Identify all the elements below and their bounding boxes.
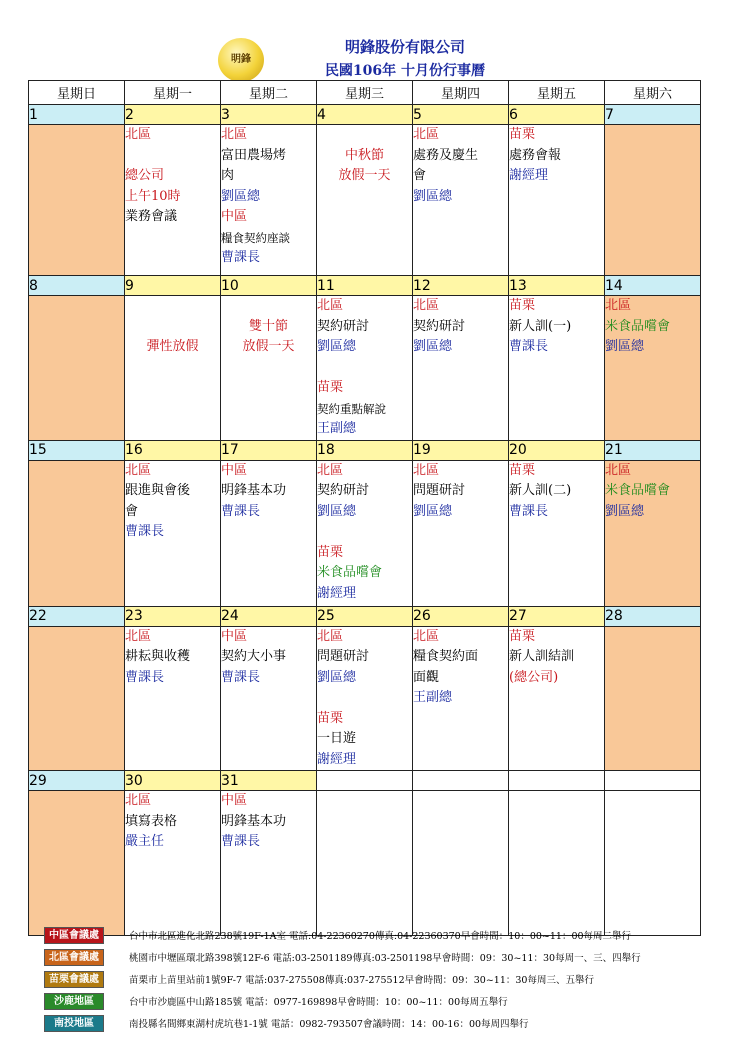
date-number: 22 [29, 606, 125, 626]
office-details: 苗栗市上苗里站前1號9F-7 電話:037-275508傳真:037-275512早會時間：09：30~11：30每周三、五舉行 [129, 975, 594, 986]
weekday-header-row [29, 81, 701, 105]
event-line: 中秋節 [344, 147, 384, 163]
date-number: 23 [125, 606, 221, 626]
event-line: 北區 [125, 462, 152, 478]
date-number: 12 [413, 276, 509, 296]
date-number: 27 [509, 606, 605, 626]
office-info-footer [44, 925, 724, 1035]
event-line: 問題研討 [317, 649, 370, 664]
date-number: 30 [125, 771, 221, 791]
day-cell [125, 460, 221, 606]
date-number: 14 [605, 276, 701, 296]
event-line: 北區 [413, 127, 440, 142]
events-row [29, 626, 701, 771]
event-line: 契約研討 [413, 318, 466, 334]
calendar-title: 民國106年 十月份行事曆 [324, 63, 486, 79]
events-row [29, 791, 701, 936]
day-cell [221, 626, 317, 771]
date-number: 5 [413, 105, 509, 125]
event-line: 曹課長 [221, 834, 261, 849]
event-line: 北區 [317, 628, 344, 644]
event-line: 一日遊 [317, 731, 357, 746]
calendar-header [0, 30, 750, 84]
event-line: 會 [413, 168, 427, 183]
event-line: 北區 [605, 462, 632, 478]
office-badge: 中區會議處 [44, 927, 104, 944]
day-cell [221, 791, 317, 936]
event-line: 糧食契約座談 [221, 230, 290, 245]
day-cell [221, 125, 317, 276]
date-number: 15 [29, 440, 125, 460]
event-line: 會 [125, 503, 139, 519]
event-line: 苗栗 [317, 380, 344, 395]
office-details: 桃園市中壢區環北路398號12F-6 電話:03-2501189傳真:03-2501198早會時間：09：30~11：30每周一、三、四舉行 [129, 953, 641, 964]
day-cell [29, 791, 125, 936]
event-line: 富田農場烤 [221, 147, 287, 163]
date-number: 16 [125, 440, 221, 460]
date-number: 31 [221, 771, 317, 791]
event-line: 謝經理 [509, 168, 549, 183]
date-number: 3 [221, 105, 317, 125]
date-number: 19 [413, 440, 509, 460]
date-number: 11 [317, 276, 413, 296]
date-number-row [29, 771, 701, 791]
day-cell [413, 125, 509, 276]
event-line: 明鋒基本功 [221, 483, 287, 498]
date-number: 13 [509, 276, 605, 296]
event-line: 北區 [413, 628, 440, 644]
office-badge: 沙鹿地區 [44, 993, 104, 1010]
office-badge: 南投地區 [44, 1015, 104, 1032]
spacer [317, 522, 412, 543]
event-line: 契約重點解說 [317, 401, 386, 416]
date-number: 2 [125, 105, 221, 125]
office-details: 台中市北區進化北路238號19F-1A室 電話:04-22360270傳真:04-22360370早會時間：10：00~11：00每周二舉行 [129, 931, 632, 942]
day-cell [317, 791, 413, 936]
event-line: 北區 [317, 298, 344, 313]
event-line: 總公司 [125, 168, 165, 183]
date-number: 20 [509, 440, 605, 460]
day-cell [317, 460, 413, 606]
event-line: 契約大小事 [221, 649, 287, 664]
event-line: 放假一天 [338, 168, 391, 183]
event-line: 王副總 [413, 690, 453, 705]
office-row [44, 991, 724, 1013]
event-line: 跟進與會後 [125, 483, 191, 498]
event-line: 謝經理 [317, 585, 357, 601]
day-cell [509, 125, 605, 276]
event-line: 契約研討 [317, 483, 370, 498]
date-number: 6 [509, 105, 605, 125]
event-line: 雙十節 [248, 318, 288, 334]
day-cell [509, 626, 605, 771]
event-line: 處務會報 [509, 147, 562, 163]
weekday-header: 星期三 [317, 81, 413, 105]
event-line: 米食品嚐會 [605, 318, 671, 334]
office-badge: 北區會議處 [44, 949, 104, 966]
event-line: 苗栗 [509, 298, 536, 313]
event-line: 謝經理 [317, 751, 357, 767]
event-line: 放假一天 [242, 339, 295, 354]
weekday-header: 星期日 [29, 81, 125, 105]
event-line: 劉區總 [605, 339, 645, 354]
date-number [413, 771, 509, 791]
day-cell [317, 125, 413, 276]
event-line: 肉 [221, 168, 235, 183]
events-row [29, 296, 701, 441]
event-line: 耕耘與收穫 [125, 649, 191, 664]
date-number-row [29, 105, 701, 125]
weekday-header: 星期二 [221, 81, 317, 105]
event-line: 中區 [221, 462, 248, 478]
event-line: 曹課長 [509, 339, 549, 354]
event-line: 苗栗 [509, 462, 536, 478]
event-line: 曹課長 [125, 669, 165, 685]
logo-text: 明鋒 [231, 54, 251, 65]
calendar-table [28, 80, 701, 936]
event-line: 北區 [125, 793, 152, 808]
event-line: 米食品嚐會 [317, 565, 383, 580]
date-number: 17 [221, 440, 317, 460]
event-line: 劉區總 [317, 503, 357, 519]
date-number: 10 [221, 276, 317, 296]
day-cell [125, 791, 221, 936]
day-cell [605, 626, 701, 771]
event-line: 王副總 [317, 421, 357, 436]
event-line: 曹課長 [221, 503, 261, 519]
spacer [317, 688, 412, 709]
event-line: 米食品嚐會 [605, 483, 671, 498]
office-badge: 苗栗會議處 [44, 971, 104, 988]
day-cell [29, 125, 125, 276]
weekday-header: 星期一 [125, 81, 221, 105]
day-cell [221, 460, 317, 606]
date-number: 25 [317, 606, 413, 626]
date-number [605, 771, 701, 791]
event-line: 北區 [125, 628, 152, 644]
date-number: 24 [221, 606, 317, 626]
event-line: 曹課長 [125, 524, 165, 539]
event-line: 曹課長 [221, 250, 261, 265]
office-row [44, 947, 724, 969]
day-cell [125, 296, 221, 441]
day-cell [413, 791, 509, 936]
event-line: 面觀 [413, 669, 440, 685]
event-line: 填寫表格 [125, 813, 178, 829]
day-cell [509, 296, 605, 441]
date-number [317, 771, 413, 791]
event-line: 苗栗 [509, 127, 536, 142]
date-number: 28 [605, 606, 701, 626]
event-line: 嚴主任 [125, 834, 165, 849]
date-number-row [29, 440, 701, 460]
event-line: 曹課長 [509, 503, 549, 519]
event-line: 中區 [221, 628, 248, 644]
event-line: 契約研討 [317, 318, 370, 334]
date-number: 7 [605, 105, 701, 125]
day-cell [605, 460, 701, 606]
office-row [44, 925, 724, 947]
event-line: 新人訓結訓 [509, 649, 575, 664]
date-number: 8 [29, 276, 125, 296]
date-number-row [29, 606, 701, 626]
day-cell [29, 296, 125, 441]
day-cell [413, 296, 509, 441]
date-number: 29 [29, 771, 125, 791]
events-row [29, 460, 701, 606]
event-line: 苗栗 [317, 544, 344, 560]
event-line: 劉區總 [605, 503, 645, 519]
event-line: 苗栗 [317, 710, 344, 726]
date-number: 4 [317, 105, 413, 125]
event-line: 糧食契約面 [413, 649, 479, 664]
spacer [317, 125, 412, 146]
office-details: 南投縣名間鄉東湖村虎坑巷1-1號 電話：0982-793507會議時間：14：00-16：00每周四舉行 [129, 1019, 529, 1030]
event-line: 明鋒基本功 [221, 813, 287, 829]
event-line: 彈性放假 [146, 339, 199, 354]
spacer [221, 296, 316, 317]
date-number: 1 [29, 105, 125, 125]
event-line: 苗栗 [509, 628, 536, 644]
event-line: 劉區總 [317, 339, 357, 354]
weekday-header: 星期五 [509, 81, 605, 105]
event-line: 中區 [221, 209, 248, 224]
day-cell [29, 460, 125, 606]
weekday-header: 星期四 [413, 81, 509, 105]
event-line: 北區 [605, 298, 632, 313]
day-cell [605, 791, 701, 936]
office-details: 台中市沙鹿區中山路185號 電話：0977-169898早會時間：10：00~11：00每周五舉行 [129, 997, 508, 1008]
date-number: 21 [605, 440, 701, 460]
date-number: 18 [317, 440, 413, 460]
office-row [44, 1013, 724, 1035]
date-number [509, 771, 605, 791]
day-cell [221, 296, 317, 441]
event-line: 劉區總 [221, 188, 261, 204]
event-line: 北區 [317, 462, 344, 478]
day-cell [413, 626, 509, 771]
weekday-header: 星期六 [605, 81, 701, 105]
event-line: 劉區總 [413, 188, 453, 204]
event-line: 上午10時 [125, 188, 181, 204]
day-cell [317, 626, 413, 771]
spacer [125, 296, 220, 317]
event-line: 北區 [221, 127, 248, 142]
day-cell [125, 626, 221, 771]
event-line: 曹課長 [221, 669, 261, 685]
event-line: (總公司) [509, 669, 559, 685]
day-cell [605, 125, 701, 276]
event-line: 北區 [413, 298, 440, 313]
office-row [44, 969, 724, 991]
date-number: 9 [125, 276, 221, 296]
spacer [125, 146, 220, 167]
date-number: 26 [413, 606, 509, 626]
event-line: 北區 [125, 127, 152, 142]
event-line: 業務會議 [125, 209, 178, 224]
company-name: 明鋒股份有限公司 [344, 38, 465, 56]
day-cell [413, 460, 509, 606]
spacer [125, 317, 220, 338]
event-line: 新人訓(一) [509, 318, 572, 334]
event-line: 處務及慶生 [413, 147, 479, 163]
event-line: 劉區總 [413, 503, 453, 519]
event-line: 問題研討 [413, 483, 466, 498]
date-number-row [29, 276, 701, 296]
day-cell [605, 296, 701, 441]
event-line: 劉區總 [413, 339, 453, 354]
day-cell [509, 791, 605, 936]
events-row [29, 125, 701, 276]
day-cell [125, 125, 221, 276]
day-cell [317, 296, 413, 441]
event-line: 中區 [221, 793, 248, 808]
event-line: 劉區總 [317, 669, 357, 685]
event-line: 新人訓(二) [509, 483, 572, 498]
day-cell [29, 626, 125, 771]
day-cell [509, 460, 605, 606]
spacer [317, 358, 412, 379]
event-line: 北區 [413, 462, 440, 478]
